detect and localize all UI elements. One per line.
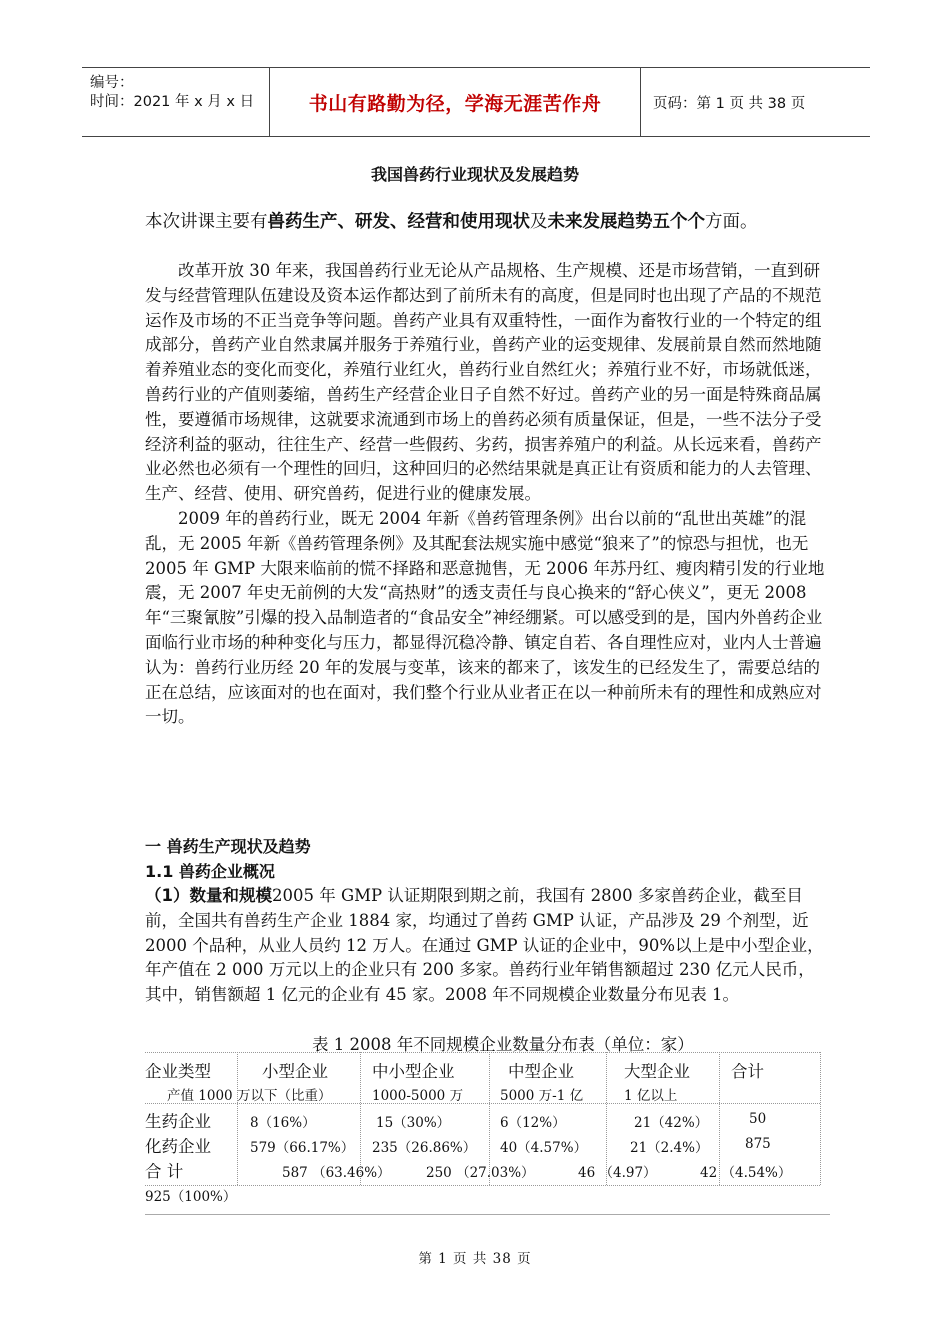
table-rule xyxy=(145,1185,820,1186)
table-cell: 8（16%） xyxy=(250,1115,316,1131)
paragraph-reform: 改革开放 30 年来，我国兽药行业无论从产品规格、生产规模、还是市场营销，一直到研发与经营管理队伍建设及资本运作都达到了前所未有的高度，但是同时也出现了产品的不规范运作及市场的不正当竞争等问题。兽药产业具有双重特性，一面作为畜牧行业的一个特定的组成部分，兽药产业自然隶属并服务于养殖行业，兽药产业的运变规律、发展前景自然而然地随着养殖业态的变化而变化，养殖行业红火，兽药行业自然红火；养殖行业不好，市场就低迷，兽药行业的产值则萎缩，兽药生产经营企业日子自然不好过。兽药产业的另一面是特殊商品属性，要遵循市场规律，这就要求流通到市场上的兽药必须有质量保证，但是，一些不法分子受经济利益的驱动，往往生产、经营一些假药、劣药，损害养殖户的利益。从长远来看，兽药产业必然也必须有一个理性的回归，这种回归的必然结果就是真正让有资质和能力的人去管理、生产、经营、使用、研究兽药，促进行业的健康发展。 xyxy=(145,261,822,504)
page-footer: 第 1 页 共 38 页 xyxy=(418,1251,532,1267)
table-subheader-small: 产值 1000 万以下（比重） xyxy=(167,1088,332,1104)
header-code-label: 编号： xyxy=(90,75,134,91)
table-subheader-medium: 5000 万-1 亿 xyxy=(500,1088,584,1104)
table-total-small-medium: 250 （27.03%） xyxy=(426,1165,535,1181)
intro-bold-topics: 兽药生产、研发、经营和使用现状 xyxy=(267,212,530,232)
paragraph-label: （1）数量和规模 xyxy=(145,886,272,905)
table-header-small: 小型企业 xyxy=(262,1062,328,1081)
table-cell: 579（66.17%） xyxy=(250,1140,355,1156)
table-header-medium: 中型企业 xyxy=(508,1062,574,1081)
section-heading-1-1: 1.1 兽药企业概况 xyxy=(145,862,275,881)
table-header-type: 企业类型 xyxy=(145,1062,211,1081)
table-cell: 21（2.4%） xyxy=(630,1140,709,1156)
table-header-large: 大型企业 xyxy=(624,1062,690,1081)
table-row-type: 生药企业 xyxy=(145,1112,211,1131)
table-header-small-medium: 中小型企业 xyxy=(372,1062,455,1081)
table-caption: 表 1 2008 年不同规模企业数量分布表（单位：家） xyxy=(312,1035,694,1054)
header-meta xyxy=(82,68,270,136)
table-total-large: 42 （4.54%） xyxy=(700,1165,792,1181)
footer-divider xyxy=(145,1214,830,1215)
section-heading-1: 一 兽药生产现状及趋势 xyxy=(145,837,311,856)
table-row-type: 化药企业 xyxy=(145,1137,211,1156)
paragraph-quantity-scale xyxy=(145,884,825,1008)
table-total-medium: 46 （4.97） xyxy=(578,1165,657,1181)
table-divider xyxy=(820,1052,821,1185)
table-cell: 50 xyxy=(749,1111,767,1127)
intro-bold-trend: 未来发展趋势五个个 xyxy=(547,212,705,232)
table-cell: 235（26.86%） xyxy=(372,1140,477,1156)
intro-suffix: 方面。 xyxy=(705,212,758,232)
table-cell: 40（4.57%） xyxy=(500,1140,588,1156)
table-rule xyxy=(145,1052,820,1053)
table-cell: 875 xyxy=(745,1136,771,1152)
header-date: 时间：2021 年 x 月 x 日 xyxy=(90,94,255,110)
table-subheader-small-medium: 1000-5000 万 xyxy=(372,1088,464,1104)
header-motto: 书山有路勤为径，学海无涯苦作舟 xyxy=(270,68,641,136)
table-total-all: 925（100%） xyxy=(145,1189,237,1205)
paragraph-2009: 2009 年的兽药行业，既无 2004 年新《兽药管理条例》出台以前的“乱世出英雄”的混乱，无 2005 年新《兽药管理条例》及其配套法规实施中感觉“狼来了”的惊恐与担忧，也无 2005 年 GMP 大限来临前的慌不择路和恶意抛售，无 2006 年苏丹红、瘦肉精引发的行业地震，无 2007 年史无前例的大发“高热财”的透支责任与良心换来的“舒心侠义”，更无 2008 年“三聚氰胺”引爆的投入品制造者的“食品安全”神经绷紧。可以感受到的是，国内外兽药企业面临行业市场的种种变化与压力，都显得沉稳冷静、镇定自若、各自理性应对，业内人士普遍认为：兽药行业历经 20 年的发展与变革，该来的都来了，该发生的已经发生了，需要总结的正在总结，应该面对的也在面对，我们整个行业从业者正在以一种前所未有的理性和成熟应对一切。 xyxy=(145,508,825,727)
page-header xyxy=(82,67,870,137)
table-total-small: 587 （63.46%） xyxy=(282,1165,391,1181)
intro-prefix: 本次讲课主要有 xyxy=(145,212,268,232)
body-paragraphs xyxy=(145,259,830,730)
document-title: 我国兽药行业现状及发展趋势 xyxy=(370,165,579,184)
table-cell: 6（12%） xyxy=(500,1115,566,1131)
paragraph-quantity-text: 2005 年 GMP 认证期限到期之前，我国有 2800 多家兽药企业，截至目前，全国共有兽药生产企业 1884 家，均通过了兽药 GMP 认证，产品涉及 29 个剂型，近 2000 个品种，从业人员约 12 万人。在通过 GMP 认证的企业中，90%以上是中小型企业，年产值在 2 000 万元以上的企业只有 200 多家。兽药行业年销售额超过 230 亿元人民币，其中，销售额超 1 亿元的企业有 45 家。2008 年不同规模企业数量分布见表 1。 xyxy=(145,886,824,1005)
intro-mid: 及 xyxy=(530,212,548,232)
intro-line xyxy=(145,208,758,233)
table-subheader-large: 1 亿以上 xyxy=(624,1088,678,1104)
table-cell: 21（42%） xyxy=(634,1115,709,1131)
header-page-info: 页码：第 1 页 共 38 页 xyxy=(653,95,806,112)
table-header-total: 合计 xyxy=(731,1062,764,1081)
table-total-label: 合 计 xyxy=(145,1162,184,1181)
table-divider xyxy=(237,1052,238,1185)
table-cell: 15（30%） xyxy=(376,1115,451,1131)
